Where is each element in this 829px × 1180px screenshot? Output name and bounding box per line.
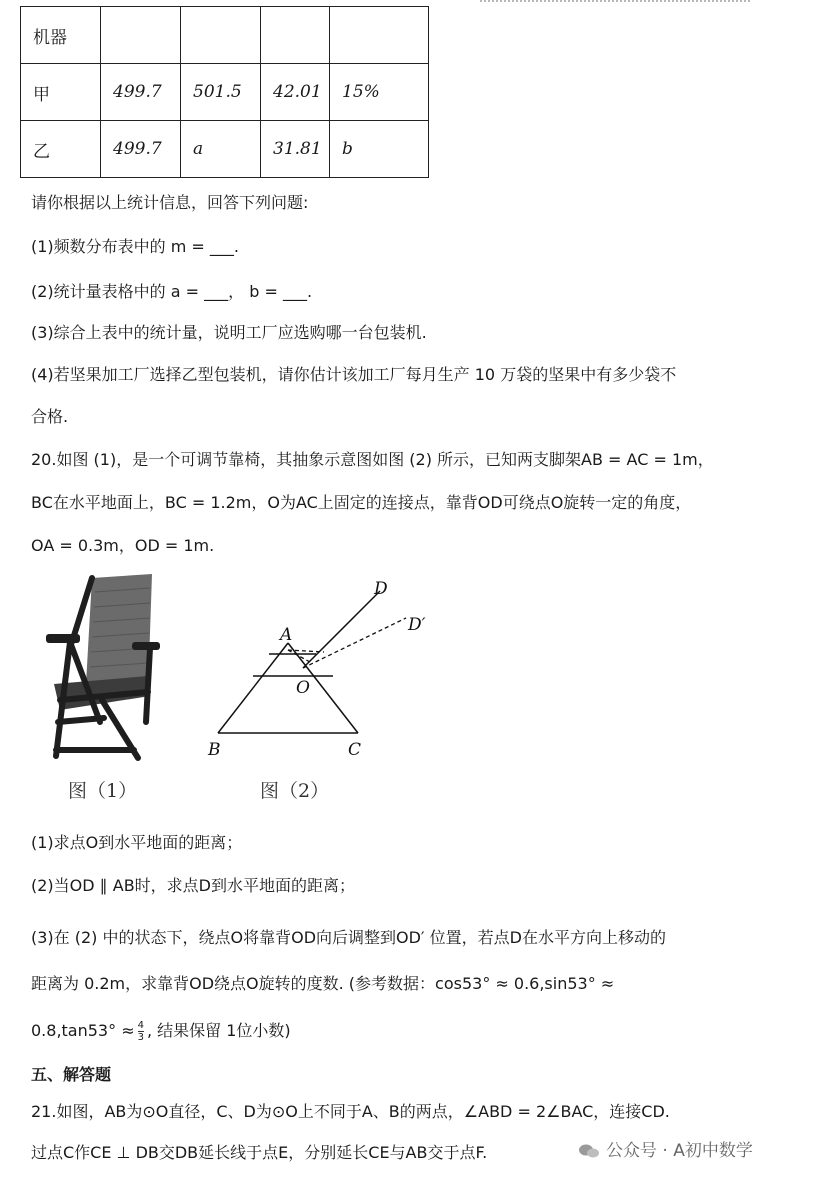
watermark: [578, 1136, 753, 1161]
table-cell: 乙: [21, 121, 101, 178]
watermark-text: 公众号 · A初中数学: [606, 1141, 753, 1161]
table-cell: 42.01: [261, 64, 330, 121]
segment-od-prime: [303, 618, 406, 668]
table-cell: 499.7: [101, 121, 181, 178]
label-a: A: [280, 625, 293, 645]
sub-question-1: (1)求点O到水平地面的距离；: [31, 833, 243, 852]
sub-question-3-line2: 距离为 0.2m，求靠背OD绕点O旋转的度数. (参考数据：cos53° ≈ 0.6,sin53° ≈: [31, 974, 615, 993]
label-c: C: [348, 740, 362, 760]
problem-21-line1: 21.如图，AB为⊙O直径，C、D为⊙O上不同于A、B的两点，∠ABD = 2∠BAC，连接CD.: [31, 1102, 670, 1121]
table-cell: 31.81: [261, 121, 330, 178]
segment-od: [303, 591, 380, 668]
header-fragment: [480, 0, 750, 6]
figure-1-caption: 图（1）: [68, 780, 138, 802]
table-cell: 501.5: [181, 64, 261, 121]
label-b: B: [208, 740, 221, 760]
rounding-note: , 结果保留 1位小数): [146, 1021, 291, 1040]
geometry-diagram: [206, 578, 451, 762]
table-row: [21, 121, 429, 178]
fraction: [138, 1020, 144, 1043]
segment-ab: [218, 643, 288, 733]
table-cell: [330, 7, 429, 64]
question-4-line1: (4)若坚果加工厂选择乙型包装机，请你估计该加工厂每月生产 10 万袋的坚果中有多少袋不: [31, 365, 677, 384]
table-cell: a: [181, 121, 261, 178]
table-cell: [181, 7, 261, 64]
table-cell: [261, 7, 330, 64]
table-cell: 甲: [21, 64, 101, 121]
label-d-prime: D′: [408, 615, 426, 635]
question-4-line2: 合格.: [31, 407, 69, 426]
label-d: D: [374, 579, 388, 599]
intro-text: 请你根据以上统计信息，回答下列问题:: [31, 193, 309, 212]
wechat-icon: [578, 1143, 600, 1159]
problem-20-line1: 20.如图 (1)，是一个可调节靠椅，其抽象示意图如图 (2) 所示，已知两支脚架AB = AC = 1m，: [31, 450, 714, 469]
table-cell: 15%: [330, 64, 429, 121]
label-o: O: [296, 678, 310, 698]
table-cell: [101, 7, 181, 64]
table-row: [21, 7, 429, 64]
reference-data-text: 0.8,tan53° ≈: [31, 1021, 135, 1040]
chair-image: [40, 572, 170, 764]
table-cell: 499.7: [101, 64, 181, 121]
statistics-table: [20, 6, 429, 178]
table-cell: b: [330, 121, 429, 178]
figure-group: [40, 572, 426, 808]
figure-2-caption: 图（2）: [260, 780, 330, 802]
table-cell: 机器: [21, 7, 101, 64]
question-3: (3)综合上表中的统计量，说明工厂应选购哪一台包装机.: [31, 323, 427, 342]
section-heading: 五、解答题: [31, 1065, 112, 1084]
sub-question-3-line1: (3)在 (2) 中的状态下，绕点O将靠背OD向后调整到OD′ 位置，若点D在水平方向上移动的: [31, 928, 666, 947]
fraction-denominator: 3: [137, 1032, 144, 1043]
question-2: (2)统计量表格中的 a = ___， b = ___.: [31, 282, 313, 301]
problem-21-line2: 过点C作CE ⊥ DB交DB延长线于点E，分别延长CE与AB交于点F.: [31, 1143, 488, 1162]
problem-20-line3: OA = 0.3m，OD = 1m.: [31, 536, 215, 555]
table-row: [21, 64, 429, 121]
fraction-numerator: 4: [137, 1020, 144, 1031]
problem-20-line2: BC在水平地面上，BC = 1.2m，O为AC上固定的连接点，靠背OD可绕点O旋转一定的角度，: [31, 493, 692, 512]
sub-question-3-line3: [31, 1018, 291, 1043]
question-1: (1)频数分布表中的 m = ___.: [31, 237, 240, 256]
sub-question-2: (2)当OD ∥ AB时，求点D到水平地面的距离；: [31, 876, 355, 895]
